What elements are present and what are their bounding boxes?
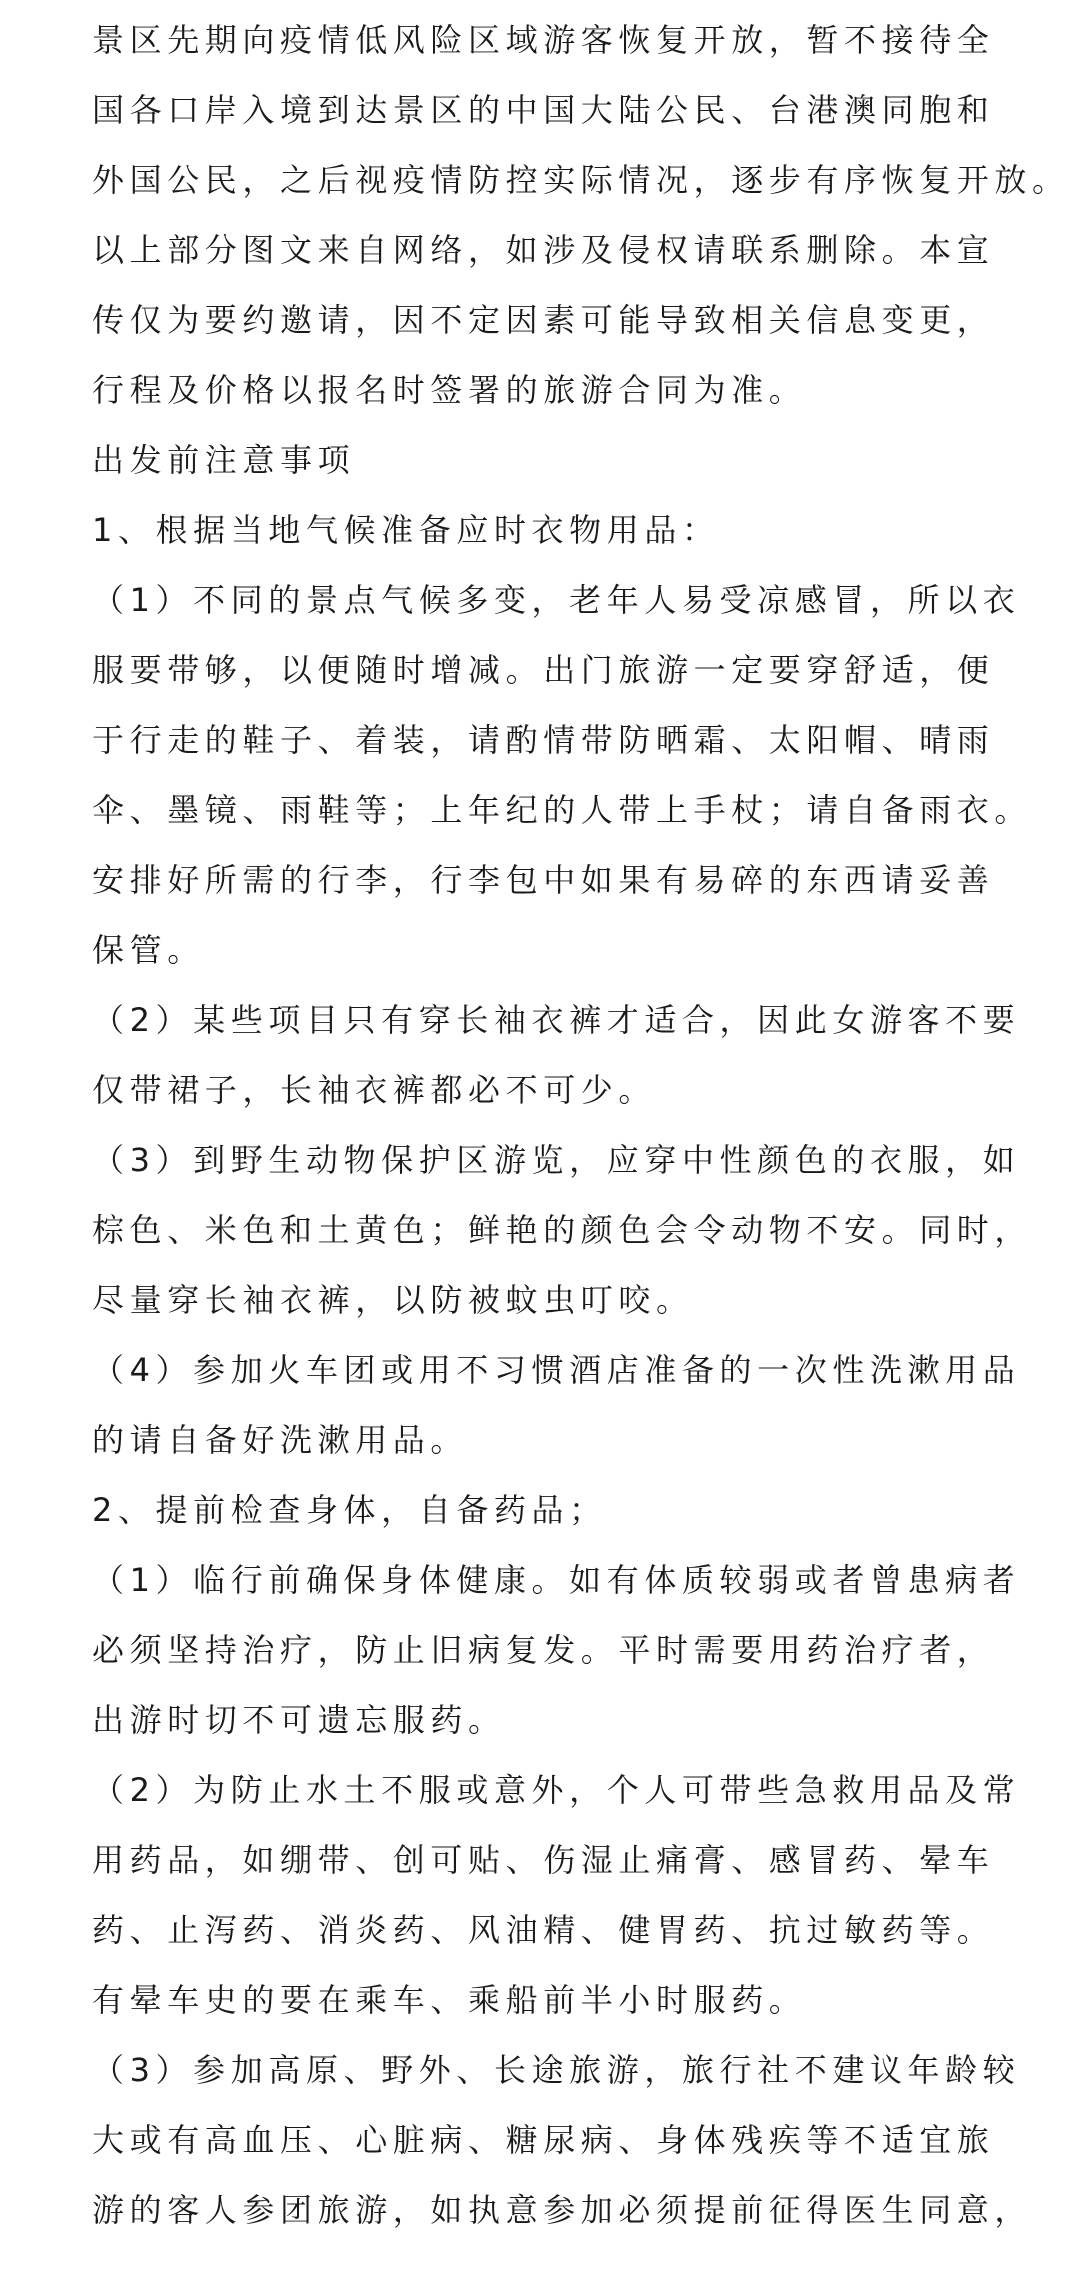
text-line: 仅带裙子，长袖衣裤都必不可少。 — [92, 1071, 657, 1109]
text-line: 伞、墨镜、雨鞋等；上年纪的人带上手杖；请自备雨衣。 — [92, 791, 1033, 829]
text-line: 国各口岸入境到达景区的中国大陆公民、台港澳同胞和 — [92, 91, 995, 129]
text-line: 传仅为要约邀请，因不定因素可能导致相关信息变更， — [92, 301, 995, 339]
text-line: 2、提前检查身体，自备药品； — [92, 1491, 607, 1529]
text-line: 有晕车史的要在乘车、乘船前半小时服药。 — [92, 1981, 807, 2019]
section-heading: 出发前注意事项 — [92, 441, 356, 479]
text-line: 保管。 — [92, 931, 205, 969]
text-line: 的请自备好洗漱用品。 — [92, 1421, 469, 1459]
text-line: 景区先期向疫情低风险区域游客恢复开放，暂不接待全 — [92, 21, 995, 59]
text-line: 游的客人参团旅游，如执意参加必须提前征得医生同意， — [92, 2191, 1033, 2229]
text-line: （3）参加高原、野外、长途旅游，旅行社不建议年龄较 — [92, 2051, 1021, 2089]
text-line: 出游时切不可遗忘服药。 — [92, 1701, 506, 1739]
text-line: 安排好所需的行李，行李包中如果有易碎的东西请妥善 — [92, 861, 995, 899]
text-line: （4）参加火车团或用不习惯酒店准备的一次性洗漱用品 — [92, 1351, 1021, 1389]
text-line: 大或有高血压、心脏病、糖尿病、身体残疾等不适宜旅 — [92, 2121, 995, 2159]
text-line: 服要带够，以便随时增减。出门旅游一定要穿舒适，便 — [92, 651, 995, 689]
text-line: 用药品，如绷带、创可贴、伤湿止痛膏、感冒药、晕车 — [92, 1841, 995, 1879]
text-line: 以上部分图文来自网络，如涉及侵权请联系删除。本宣 — [92, 231, 995, 269]
text-line: 尽量穿长袖衣裤，以防被蚊虫叮咬。 — [92, 1281, 694, 1319]
text-line: 1、根据当地气候准备应时衣物用品： — [92, 511, 720, 549]
text-line: （1）不同的景点气候多变，老年人易受凉感冒，所以衣 — [92, 581, 1021, 619]
text-line: （2）为防止水土不服或意外，个人可带些急救用品及常 — [92, 1771, 1021, 1809]
text-line: 外国公民，之后视疫情防控实际情况，逐步有序恢复开放。 — [92, 161, 1070, 199]
text-line: （2）某些项目只有穿长袖衣裤才适合，因此女游客不要 — [92, 1001, 1021, 1039]
text-line: 药、止泻药、消炎药、风油精、健胃药、抗过敏药等。 — [92, 1911, 995, 1949]
text-line: （3）到野生动物保护区游览，应穿中性颜色的衣服，如 — [92, 1141, 1021, 1179]
text-line: 棕色、米色和土黄色；鲜艳的颜色会令动物不安。同时， — [92, 1211, 1033, 1249]
text-line: （1）临行前确保身体健康。如有体质较弱或者曾患病者 — [92, 1561, 1021, 1599]
text-line: 于行走的鞋子、着装，请酌情带防晒霜、太阳帽、晴雨 — [92, 721, 995, 759]
text-line: 必须坚持治疗，防止旧病复发。平时需要用药治疗者， — [92, 1631, 995, 1669]
text-line: 行程及价格以报名时签署的旅游合同为准。 — [92, 371, 807, 409]
